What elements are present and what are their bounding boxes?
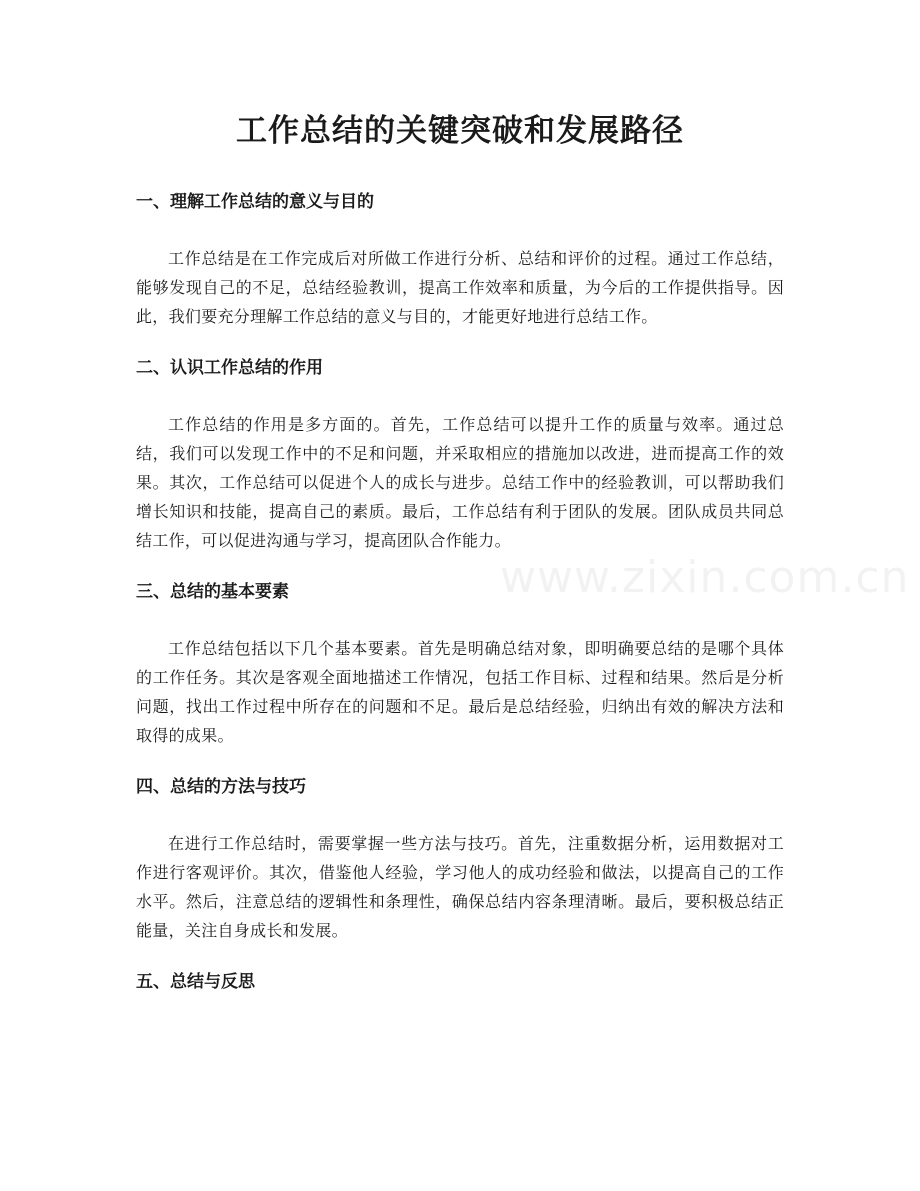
section-3 [136,572,784,767]
section-1 [136,182,784,348]
section-4 [136,767,784,962]
section-heading: 三、总结的基本要素 [136,582,289,602]
section-paragraph: 在进行工作总结时，需要掌握一些方法与技巧。首先，注重数据分析，运用数据对工作进行客观评价。其次，借鉴他人经验，学习他人的成功经验和做法，以提高自己的工作水平。然后，注意总结的逻辑性和条理性，确保总结内容条理清晰。最后，要积极总结正能量，关注自身成长和发展。 [136,834,784,940]
section-paragraph: 工作总结是在工作完成后对所做工作进行分析、总结和评价的过程。通过工作总结，能够发现自己的不足，总结经验教训，提高工作效率和质量，为今后的工作提供指导。因此，我们要充分理解工作总结的意义与目的，才能更好地进行总结工作。 [136,249,784,326]
section-heading: 一、理解工作总结的意义与目的 [136,192,374,212]
section-heading: 五、总结与反思 [136,972,255,992]
section-2 [136,348,784,572]
section-heading: 四、总结的方法与技巧 [136,777,306,797]
document-body [136,182,784,1002]
document-title: 工作总结的关键突破和发展路径 [236,113,684,149]
watermark: www.zixin.com.cn [500,552,910,603]
section-paragraph: 工作总结包括以下几个基本要素。首先是明确总结对象，即明确要总结的是哪个具体的工作任务。其次是客观全面地描述工作情况，包括工作目标、过程和结果。然后是分析问题，找出工作过程中所存在的问题和不足。最后是总结经验，归纳出有效的解决方法和取得的成果。 [136,639,784,745]
section-paragraph: 工作总结的作用是多方面的。首先，工作总结可以提升工作的质量与效率。通过总结，我们可以发现工作中的不足和问题，并采取相应的措施加以改进，进而提高工作的效果。其次，工作总结可以促进个人的成长与进步。总结工作中的经验教训，可以帮助我们增长知识和技能，提高自己的素质。最后，工作总结有利于团队的发展。团队成员共同总结工作，可以促进沟通与学习，提高团队合作能力。 [136,415,784,550]
section-heading: 二、认识工作总结的作用 [136,358,323,378]
section-5 [136,962,784,1002]
